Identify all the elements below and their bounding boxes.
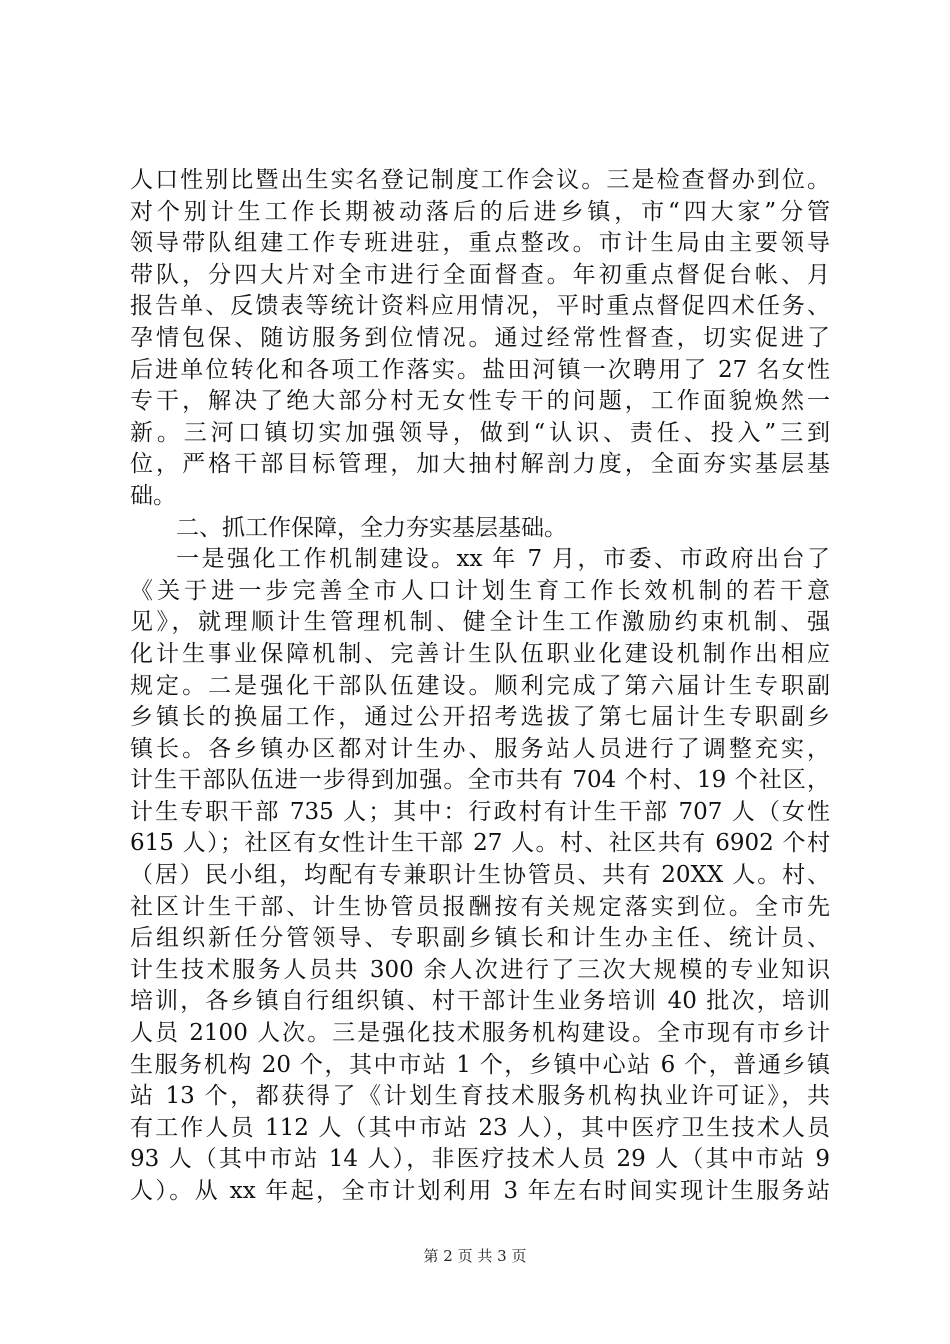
text-line: 孕情包保、随访服务到位情况。通过经常性督查，切实促进了 [130,324,830,351]
text-line: 化计生事业保障机制、完善计生队伍职业化建设机制作出相应 [130,640,830,667]
text-line: 人）。从 xx 年起，全市计划利用 3 年左右时间实现计生服务站 [130,1178,830,1204]
text-line: 报告单、反馈表等统计资料应用情况，平时重点督促四术任务、 [130,293,830,320]
text-line: 后组织新任分管领导、专职副乡镇长和计生办主任、统计员、 [130,925,830,952]
document-body [130,165,830,1208]
page-number-footer: 第 2 页 共 3 页 [423,1247,527,1265]
text-line: 新。三河口镇切实加强领导，做到“认识、责任、投入”三到 [130,419,830,446]
text-line: 础。 [130,482,176,509]
text-line: 人口性别比暨出生实名登记制度工作会议。三是检查督办到位。 [130,167,830,193]
text-line: 后进单位转化和各项工作落实。盐田河镇一次聘用了 27 名女性 [130,356,830,383]
text-line: 有工作人员 112 人（其中市站 23 人），其中医疗卫生技术人员 [130,1114,830,1141]
text-line: 615 人）；社区有女性计生干部 27 人。村、社区共有 6902 个村 [130,830,830,857]
text-line: 镇长。各乡镇办区都对计生办、服务站人员进行了调整充实， [130,735,830,762]
text-line: 带队，分四大片对全市进行全面督查。年初重点督促台帐、月 [130,261,830,288]
text-line: 人员 2100 人次。三是强化技术服务机构建设。全市现有市乡计 [130,1020,830,1047]
text-line: 培训，各乡镇自行组织镇、村干部计生业务培训 40 批次，培训 [130,988,830,1015]
text-line: 计生技术服务人员共 300 余人次进行了三次大规模的专业知识 [130,956,830,983]
text-line: 位，严格干部目标管理，加大抽村解剖力度，全面夯实基层基 [130,451,830,478]
text-line: 93 人（其中市站 14 人），非医疗技术人员 29 人（其中市站 9 [130,1146,830,1173]
text-line: 乡镇长的换届工作，通过公开招考选拔了第七届计生专职副乡 [130,704,830,731]
section-heading: 二、抓工作保障，全力夯实基层基础。 [176,514,567,541]
text-line: 领导带队组建工作专班进驻，重点整改。市计生局由主要领导 [130,230,830,257]
text-line: 社区计生干部、计生协管员报酬按有关规定落实到位。全市先 [130,893,830,920]
text-line: 一是强化工作机制建设。xx 年 7 月，市委、市政府出台了 [176,546,830,573]
text-line: 规定。二是强化干部队伍建设。顺利完成了第六届计生专职副 [130,672,830,699]
text-line: 《关于进一步完善全市人口计划生育工作长效机制的若干意 [130,577,830,604]
text-line: 专干，解决了绝大部分村无女性专干的问题，工作面貌焕然一 [130,388,830,415]
text-line: 计生干部队伍进一步得到加强。全市共有 704 个村、19 个社区， [130,767,830,794]
text-line: 站 13 个，都获得了《计划生育技术服务机构执业许可证》，共 [130,1083,830,1110]
text-line: （居）民小组，均配有专兼职计生协管员、共有 20XX 人。村、 [130,862,830,889]
text-line: 生服务机构 20 个，其中市站 1 个，乡镇中心站 6 个，普通乡镇 [130,1051,830,1078]
text-line: 计生专职干部 735 人；其中：行政村有计生干部 707 人（女性 [130,798,830,825]
text-line: 对个别计生工作长期被动落后的后进乡镇，市“四大家”分管 [130,198,830,225]
text-line: 见》，就理顺计生管理机制、健全计生工作激励约束机制、强 [130,609,830,636]
